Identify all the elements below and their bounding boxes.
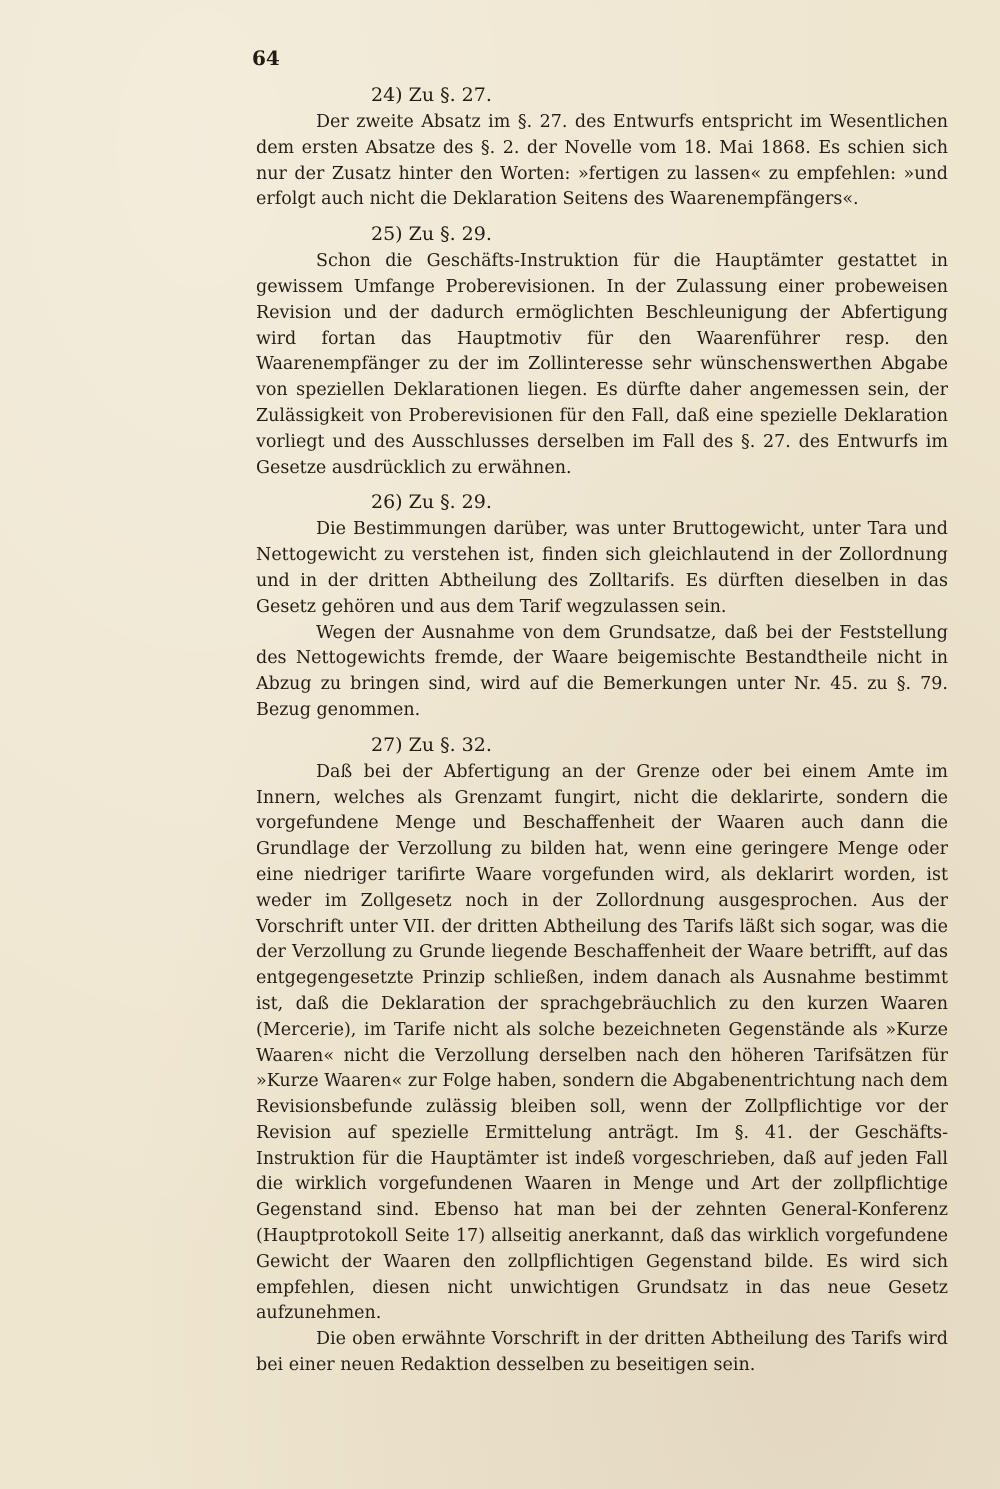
section-27 [256,730,948,1379]
paragraph: Schon die Geschäfts-Instruktion für die Hauptämter gestattet in gewissem Umfange Proberevisionen. In der Zulassung einer probeweisen Revision und der dadurch ermöglichten Beschleunigung der Abfertigung wird fortan das Hauptmotiv für den Waarenführer resp. den Waarenempfänger zu der im Zollinteresse sehr wünschenswerthen Abgabe von speziellen Deklarationen liegen. Es dürfte daher angemessen sein, der Zulässigkeit von Proberevisionen für den Fall, daß eine spezielle Deklaration vorliegt und des Ausschlusses derselben im Fall des §. 27. des Entwurfs im Gesetze ausdrücklich zu erwähnen. [256,251,948,478]
paragraph: Daß bei der Abfertigung an der Grenze oder bei einem Amte im Innern, welches als Grenzamt fungirt, nicht die deklarirte, sondern die vorgefundene Menge und Beschaffenheit der Waaren auch dann die Grundlage der Verzollung zu bilden hat, wenn eine geringere Menge oder eine niedriger tarifirte Waare vorgefunden wird, als deklarirt worden, ist weder im Zollgesetz noch in der Zollordnung ausgesprochen. Aus der Vorschrift unter VII. der dritten Abtheilung des Tarifs läßt sich sogar, was die der Verzollung zu Grunde liegende Beschaffenheit der Waare betrifft, auf das entgegengesetzte Prinzip schließen, indem danach als Ausnahme bestimmt ist, daß die Deklaration der sprachgebräuchlich zu den kurzen Waaren (Mercerie), im Tarife nicht als solche bezeichneten Gegenstände als »Kurze Waaren« nicht die Verzollung derselben nach den höheren Tarifsätzen für »Kurze Waaren« zur Folge haben, sondern die Abgabenentrichtung nach dem Revisionsbefunde zulässig bleiben soll, wenn der Zollpflichtige vor der Revision auf spezielle Ermittelung anträgt. Im §. 41. der Geschäfts-Instruktion für die Hauptämter ist indeß vorgeschrieben, daß auf jeden Fall die wirklich vorgefundenen Waaren in Menge und Art der zollpflichtige Gegenstand sind. Ebenso hat man bei der zehnten General-Konferenz (Hauptprotokoll Seite 17) allseitig anerkannt, daß das wirklich vorgefundene Gewicht der Waaren den zollpflichtigen Gegenstand bilde. Es wird sich empfehlen, diesen nicht unwichtigen Grundsatz in das neue Gesetz aufzunehmen. [256,761,948,1324]
section-26 [256,487,948,723]
section-heading: 27) Zu §. 32. [371,733,492,756]
paragraph: Der zweite Absatz im §. 27. des Entwurfs entspricht im Wesentlichen dem ersten Absatze des §. 2. der Novelle vom 18. Mai 1868. Es schien sich nur der Zusatz hinter den Worten: »fertigen zu lassen« zu empfehlen: »und erfolgt auch nicht die Deklaration Seitens des Waarenempfängers«. [256,112,948,210]
paragraph: Die Bestimmungen darüber, was unter Bruttogewicht, unter Tara und Nettogewicht zu verstehen ist, finden sich gleichlautend in der Zollordnung und in der dritten Abtheilung des Zolltarifs. Es dürften dieselben in das Gesetz gehören und aus dem Tarif wegzulassen sein. [256,519,948,617]
page-number: 64 [252,46,280,70]
section-heading: 26) Zu §. 29. [371,491,492,514]
section-heading: 24) Zu §. 27. [371,84,492,106]
section-25 [256,219,948,481]
paragraph: Wegen der Ausnahme von dem Grundsatze, daß bei der Feststellung des Nettogewichts fremde, der Waare beigemischte Bestandtheile nicht in Abzug zu bringen sind, wird auf die Bemerkungen unter Nr. 45. zu §. 79. Bezug genommen. [256,622,948,720]
text-column [256,80,948,1379]
section-heading: 25) Zu §. 29. [371,223,492,246]
paragraph: Die oben erwähnte Vorschrift in der dritten Abtheilung des Tarifs wird bei einer neuen Redaktion desselben zu beseitigen sein. [256,1329,948,1376]
section-24 [256,80,948,213]
